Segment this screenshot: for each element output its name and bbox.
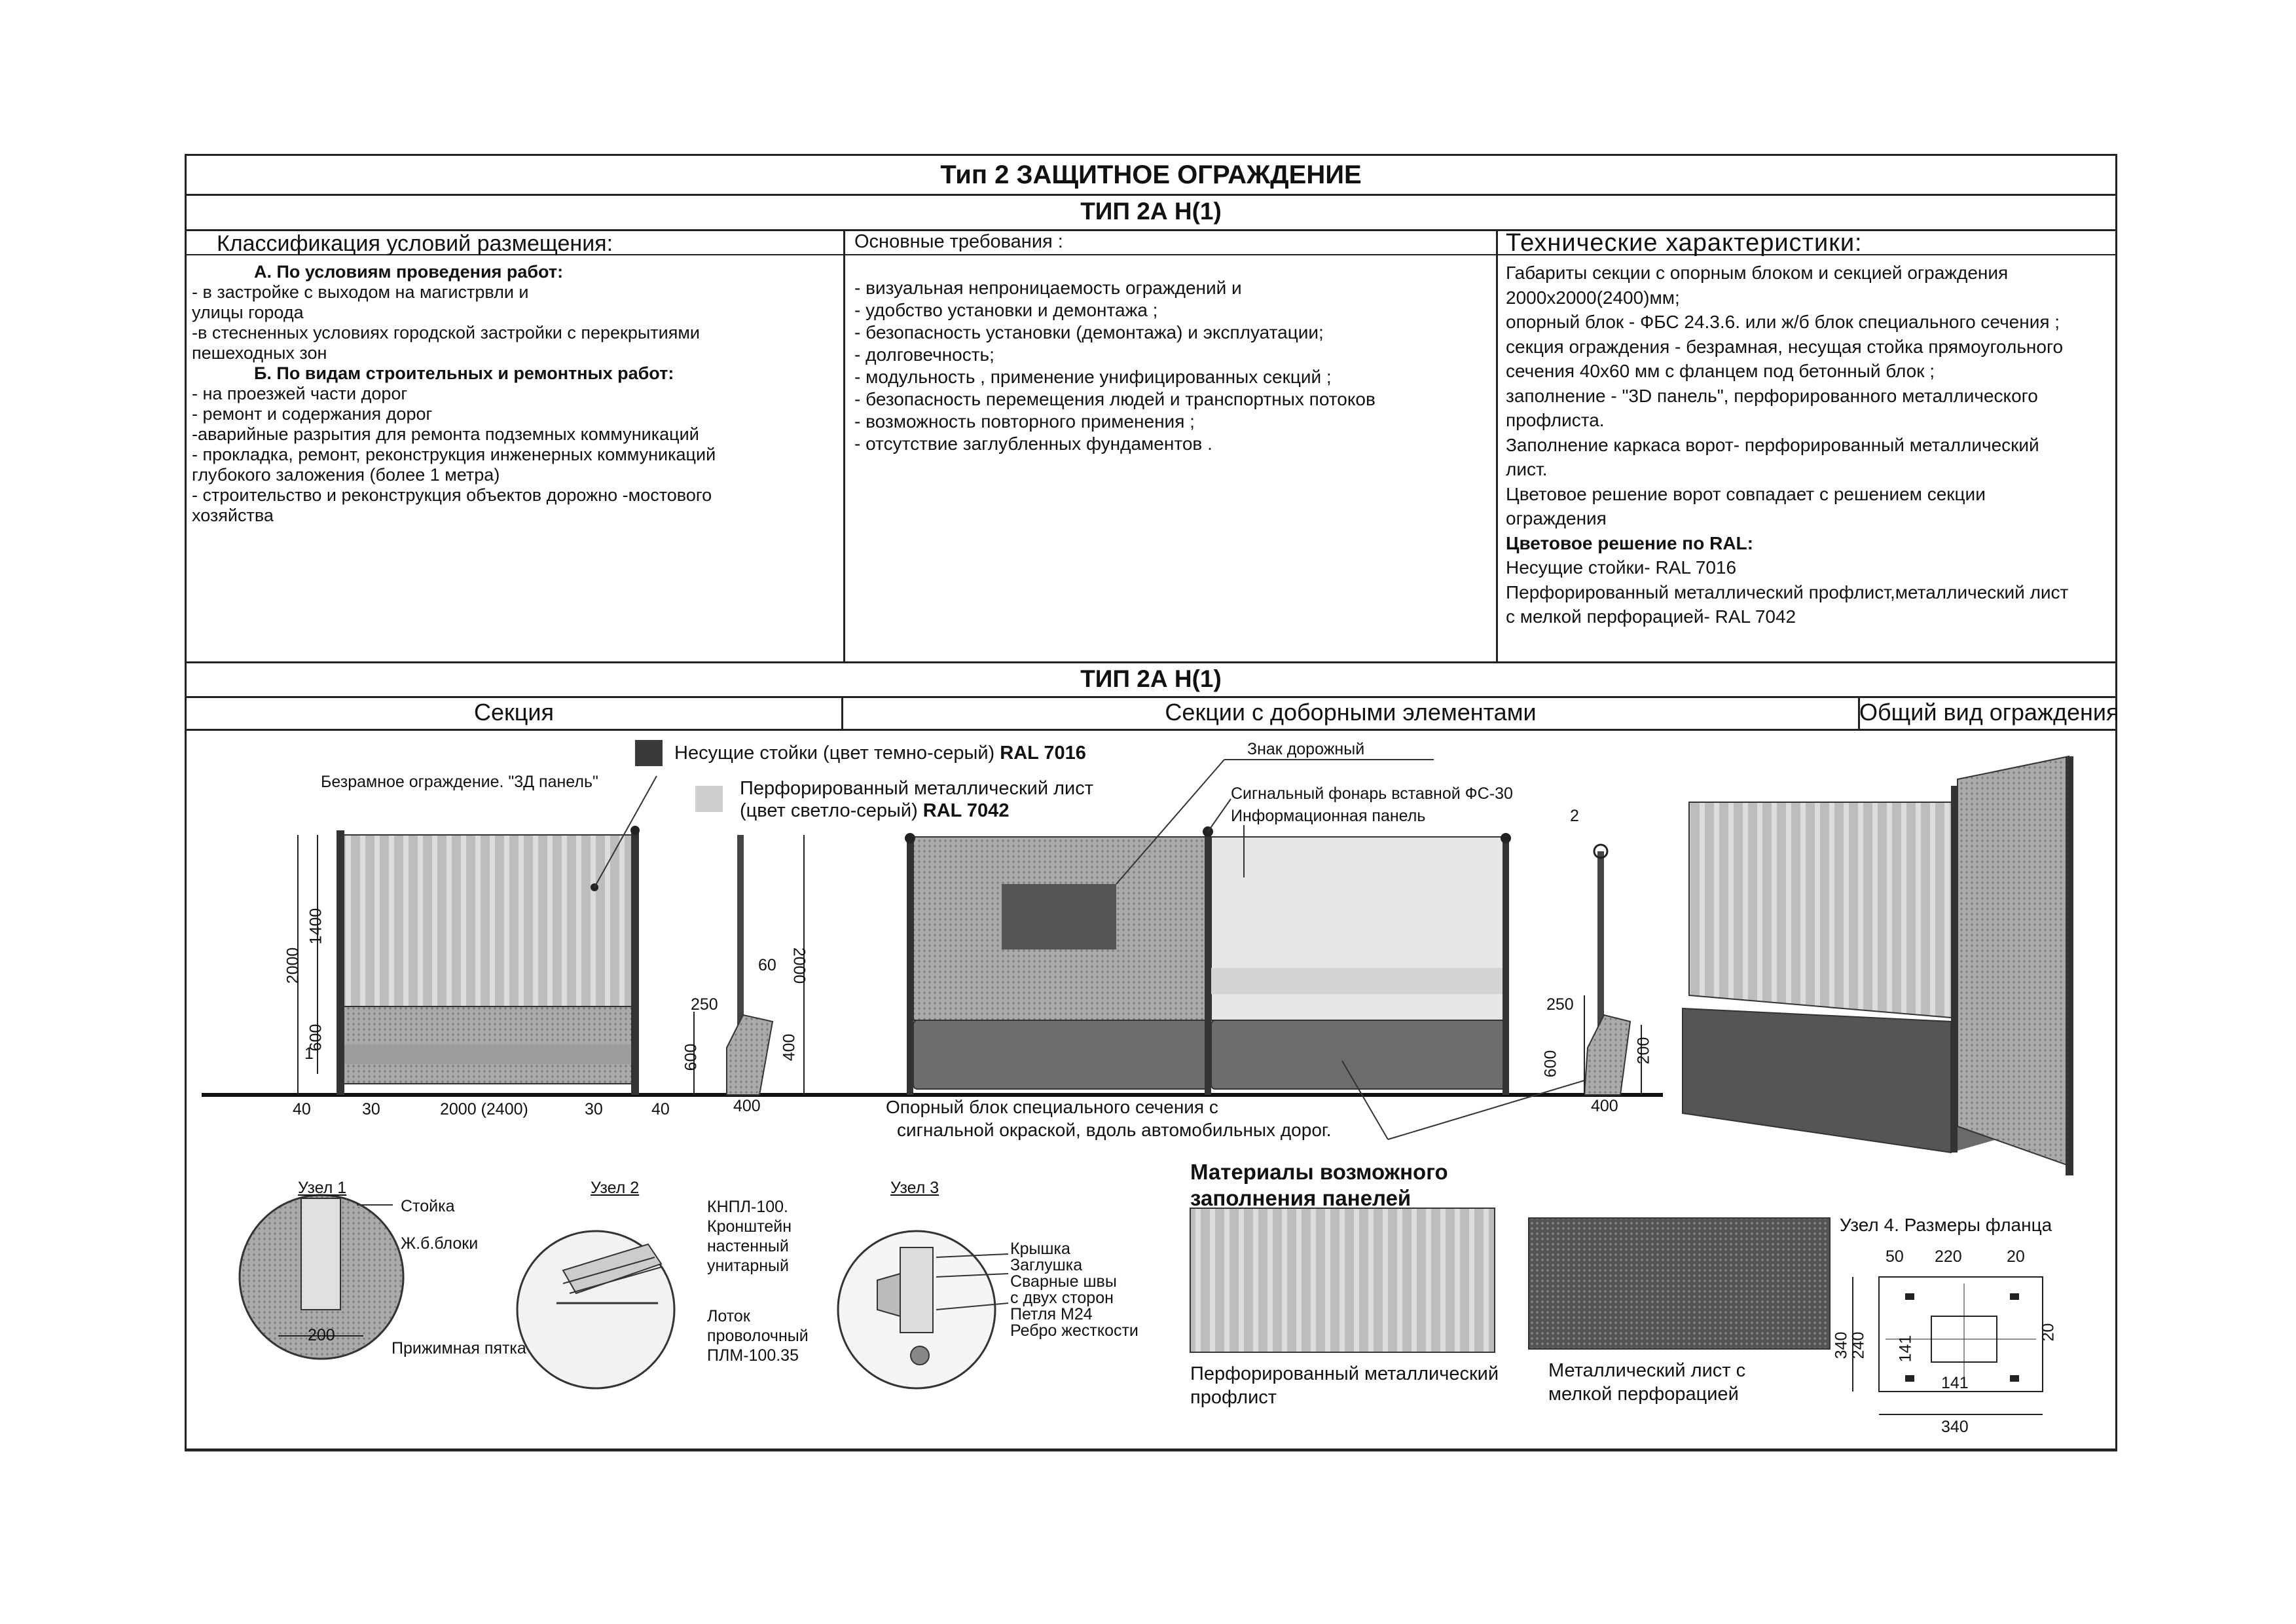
label-frameless: Безрамное ограждение. "3Д панель"	[321, 773, 598, 791]
node-1-heel: Прижимная пятка	[392, 1339, 526, 1357]
callout-2: 2	[1570, 807, 1579, 825]
dim-right-200: 200	[1634, 1037, 1653, 1065]
sub-title: ТИП 2А Н(1)	[1080, 198, 1222, 225]
post-profile-right	[1584, 845, 1641, 1095]
node-2-tray	[707, 1306, 809, 1365]
material-1-line: профлист	[1190, 1387, 1277, 1408]
dim-right-250: 250	[1546, 995, 1574, 1014]
tech-line: сечения 40x60 мм с фланцем под бетонный блок ;	[1506, 361, 1935, 381]
class-a-item: -в стесненных условиях городской застройки с перекрытиями	[192, 323, 700, 342]
dim-40-right: 40	[651, 1100, 670, 1118]
legend-dark-ral: RAL 7016	[1000, 743, 1086, 764]
node-1-dim: 200	[308, 1326, 335, 1344]
class-b-item: - прокладка, ремонт, реконструкция инженерных коммуникаций	[192, 445, 716, 464]
requirement-item: - отсутствие заглубленных фундаментов .	[854, 434, 1212, 454]
section-header-overview: Общий вид ограждения	[1859, 699, 2119, 726]
ral-title: Цветовое решение по RAL:	[1506, 532, 1753, 553]
callout-1: 1	[304, 1044, 314, 1063]
dim-post-250: 250	[691, 995, 718, 1014]
node-3-label: Ребро жесткости	[1010, 1321, 1139, 1340]
class-b-item: - на проезжей части дорог	[192, 384, 408, 403]
class-b-title: Б. По видам строительных и ремонтных работ:	[254, 363, 674, 383]
node-4-dim: 50	[1886, 1247, 1904, 1266]
tech-line: профлиста.	[1506, 410, 1605, 430]
node-3	[838, 1231, 1008, 1388]
classification-heading: Классификация условий размещения:	[217, 231, 613, 256]
dim-width: 2000 (2400)	[440, 1100, 528, 1118]
tech-line: Цветовое решение ворот совпадает с решением секции	[1506, 483, 1986, 504]
tech-line: ограждения	[1506, 508, 1607, 528]
legend-dark	[674, 743, 1086, 764]
dim-2000-vertical: 2000	[283, 947, 302, 984]
road-sign-shape	[1002, 884, 1116, 950]
tech-line: Заполнение каркаса ворот- перфорированный металлический	[1506, 434, 2039, 455]
class-a-item: улицы города	[192, 303, 304, 322]
material-2-line: Металлический лист с	[1548, 1360, 1746, 1381]
node-1-post: Стойка	[401, 1197, 455, 1215]
dim-post-400: 400	[780, 1033, 799, 1061]
node-1-blocks: Ж.б.блоки	[401, 1234, 479, 1253]
materials-title	[1190, 1159, 1448, 1211]
dim-600: 600	[306, 1024, 325, 1052]
legend-light	[740, 800, 1009, 822]
section-fence	[298, 776, 657, 1095]
dim-1400: 1400	[306, 908, 325, 945]
requirement-item: - визуальная непроницаемость ограждений и	[854, 278, 1242, 298]
tech-line: лист.	[1506, 459, 1548, 479]
materials-title-line: заполнения панелей	[1190, 1186, 1412, 1210]
node-1-title: Узел 1	[298, 1179, 347, 1197]
general-view	[1683, 756, 2073, 1175]
drawing-title: ТИП 2А Н(1)	[1080, 665, 1222, 692]
label-support-block-2: сигнальной окраской, вдоль автомобильных дорог.	[897, 1120, 1332, 1140]
requirement-item: - удобство установки и демонтажа ;	[854, 300, 1158, 320]
node-2-tray-line: ПЛМ-100.35	[707, 1346, 799, 1365]
tech-line: заполнение - "3D панель", перфорированного металлического	[1506, 385, 2038, 406]
dim-40-left: 40	[293, 1100, 311, 1118]
dim-30-left: 30	[362, 1100, 380, 1118]
class-a-title: А. По условиям проведения работ:	[254, 262, 564, 282]
node-3-label: Сварные швы	[1010, 1272, 1117, 1291]
node-3-label: с двух сторон	[1010, 1289, 1114, 1307]
class-b-item: глубокого заложения (более 1 метра)	[192, 465, 500, 485]
node-3-label: Крышка	[1010, 1240, 1070, 1258]
material-profile-sample	[1190, 1208, 1495, 1352]
tech-line: 2000x2000(2400)мм;	[1506, 287, 1680, 308]
node-3-labels	[1010, 1241, 1139, 1339]
class-a-item: - в застройке с выходом на магистрвли и	[192, 282, 529, 302]
ral-line: Несущие стойки- RAL 7016	[1506, 557, 1737, 578]
class-b-item: -аварийные разрытия для ремонта подземных коммуникаций	[192, 424, 699, 444]
requirement-item: - возможность повторного применения ;	[854, 411, 1195, 432]
requirements-heading: Основные требования :	[854, 231, 1063, 252]
legend-light-line1: Перфорированный металлический лист	[740, 778, 1094, 799]
requirement-item: - безопасность перемещения людей и транспортных потоков	[854, 389, 1376, 409]
node-4-dim: 240	[1849, 1331, 1868, 1359]
technical-heading: Технические характеристики:	[1506, 229, 1863, 257]
class-a-item: пешеходных зон	[192, 343, 327, 363]
dim-right-600: 600	[1541, 1050, 1560, 1078]
node-4-dim: 340	[1941, 1418, 1969, 1436]
label-support-block-1: Опорный блок специального сечения с	[886, 1097, 1218, 1117]
node-2-bracket-line: унитарный	[707, 1257, 789, 1275]
material-perforated-sample	[1529, 1218, 1830, 1349]
node-4	[1853, 1277, 2043, 1414]
dim-post-600: 600	[682, 1043, 701, 1071]
requirement-item: - безопасность установки (демонтажа) и эксплуатации;	[854, 322, 1324, 342]
ral-line: с мелкой перфорацией- RAL 7042	[1506, 606, 1796, 627]
class-b-item: - строительство и реконструкция объектов дорожно -мостового	[192, 485, 712, 505]
node-2-title: Узел 2	[591, 1179, 640, 1197]
node-4-dim: 340	[1832, 1331, 1851, 1359]
section-header-extra: Секции с доборными элементами	[1165, 699, 1537, 726]
label-road-sign: Знак дорожный	[1247, 740, 1365, 758]
dim-30-right: 30	[585, 1100, 603, 1118]
legend-light-text: (цвет светло-серый)	[740, 800, 918, 821]
label-info-panel: Информационная панель	[1231, 807, 1426, 825]
tech-line: Габариты секции с опорным блоком и секцией ограждения	[1506, 263, 2009, 283]
dim-right-400: 400	[1591, 1097, 1618, 1115]
ral-line: Перфорированный металлический профлист,металлический лист	[1506, 581, 2069, 602]
section-header-section: Секция	[474, 699, 554, 726]
dim-post-60: 60	[758, 956, 776, 974]
requirement-item: - модульность , применение унифицированных секций ;	[854, 367, 1332, 387]
node-3-label: Заглушка	[1010, 1256, 1083, 1274]
node-2-bracket-line: КНПЛ-100.	[707, 1198, 788, 1216]
label-lamp: Сигнальный фонарь вставной ФС-30	[1231, 784, 1513, 803]
legend-light-ral: RAL 7042	[922, 800, 1010, 821]
tech-line: секция ограждения - безрамная, несущая стойка прямоугольного	[1506, 336, 2064, 357]
node-4-dim: 20	[2007, 1247, 2025, 1266]
node-2-bracket	[707, 1197, 792, 1276]
node-4-dim: 220	[1935, 1247, 1962, 1266]
node-4-dim: 20	[2039, 1323, 2058, 1342]
material-2-line: мелкой перфорацией	[1548, 1384, 1739, 1405]
node-2-bracket-line: Кронштейн	[707, 1217, 792, 1236]
material-1-line: Перфорированный металлический	[1190, 1363, 1499, 1384]
node-4-title: Узел 4. Размеры фланца	[1840, 1215, 2052, 1235]
class-b-item: - ремонт и содержания дорог	[192, 404, 433, 424]
node-3-title: Узел 3	[890, 1179, 939, 1197]
node-2	[517, 1231, 674, 1388]
node-2-bracket-line: настенный	[707, 1237, 789, 1255]
main-title: Тип 2 ЗАЩИТНОЕ ОГРАЖДЕНИЕ	[940, 160, 1362, 189]
materials-title-line: Материалы возможного	[1190, 1160, 1448, 1184]
dim-post-2000: 2000	[790, 947, 809, 984]
legend-dark-swatch	[635, 740, 663, 766]
dim-post-400-bottom: 400	[733, 1097, 761, 1115]
node-2-tray-line: Лоток	[707, 1307, 750, 1325]
legend-light-swatch	[695, 786, 723, 812]
node-4-dim: 141	[1941, 1374, 1969, 1392]
class-b-item: хозяйства	[192, 506, 274, 525]
material-1-caption	[1190, 1362, 1499, 1409]
node-3-label: Петля М24	[1010, 1305, 1093, 1323]
material-2-caption	[1548, 1359, 1745, 1406]
legend-dark-text: Несущие стойки (цвет темно-серый)	[674, 743, 995, 764]
node-4-dim: 141	[1896, 1335, 1915, 1363]
tech-line: опорный блок - ФБС 24.3.6. или ж/б блок специального сечения ;	[1506, 312, 2060, 332]
node-2-tray-line: проволочный	[707, 1327, 809, 1345]
requirement-item: - долговечность;	[854, 344, 994, 365]
